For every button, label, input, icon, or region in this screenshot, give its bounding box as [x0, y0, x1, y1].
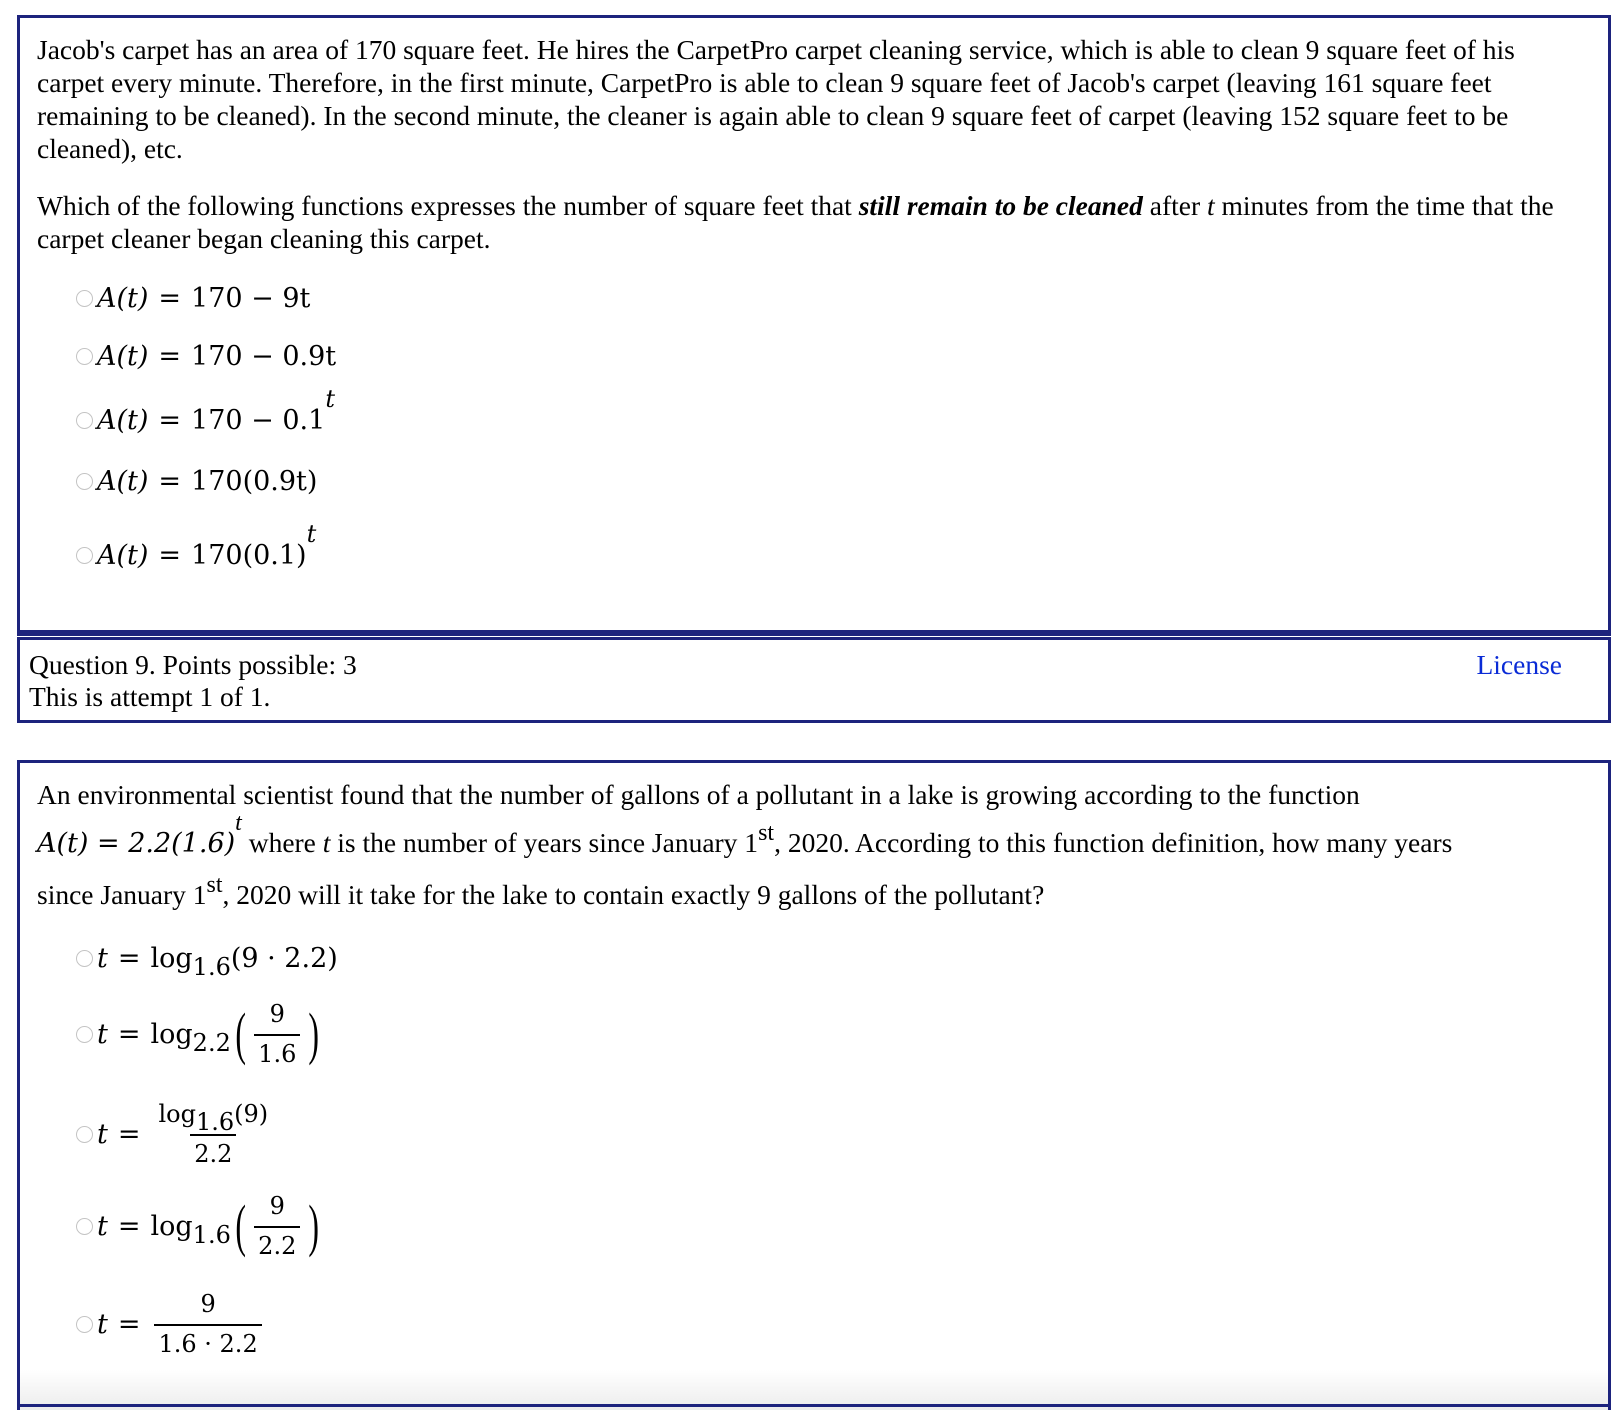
q8-problem-text: Jacob's carpet has an area of 170 square feet. He hires the CarpetPro carpet cleaning service, which is able to clean 9 square feet of his carpet every minute. Therefore, in the first minute, CarpetPro is able to clean 9 square feet of Jacob's carpet (leaving 161 square feet remaining to be cleaned). In the second minute, the cleaner is again able to clean 9 square feet of carpet (leaving 152 square feet to be cleaned), etc.	[37, 34, 1515, 164]
q8-option-b[interactable]: A(t) = 170 − 0.9t	[76, 341, 336, 372]
radio-button[interactable]	[76, 1218, 93, 1235]
radio-button[interactable]	[76, 547, 93, 564]
q9-option-c[interactable]: t = $\frac{\log 1.6(9)}{2.2}$	[76, 1100, 276, 1168]
license-link[interactable]: License	[1476, 649, 1562, 680]
radio-button[interactable]	[76, 950, 93, 967]
divider	[17, 1404, 1611, 1412]
radio-button[interactable]	[76, 1026, 93, 1043]
q9-option-e[interactable]: t = $\frac{9}{1.6 \cdot 2.2}$	[76, 1290, 266, 1358]
q9-line-3: since January 1st, 2020 will it take for the lake to contain exactly 9 gallons of the pollutant?	[37, 872, 1045, 910]
radio-button[interactable]	[76, 348, 93, 365]
divider	[17, 633, 1611, 636]
q9-option-b[interactable]: t = log2.2 ( $\frac{9}{1.6}$ )	[76, 1000, 324, 1068]
radio-button[interactable]	[76, 412, 93, 429]
q8-option-e[interactable]: A(t) = 170(0.1)t	[76, 540, 316, 571]
radio-button[interactable]	[76, 290, 93, 307]
radio-button[interactable]	[76, 1316, 93, 1333]
q9-line-1: An environmental scientist found that the number of gallons of a pollutant in a lake is growing according to the function	[37, 779, 1360, 810]
q8-option-d[interactable]: A(t) = 170(0.9t)	[76, 466, 317, 497]
radio-button[interactable]	[76, 473, 93, 490]
q9-option-d[interactable]: t = log1.6 ( $\frac{9}{2.2}$ )	[76, 1192, 324, 1260]
radio-button[interactable]	[76, 1126, 93, 1143]
attempt-info: This is attempt 1 of 1.	[29, 681, 271, 712]
q8-option-c[interactable]: A(t) = 170 − 0.1t	[76, 405, 335, 436]
q9-line-2: A(t) = 2.2(1.6)t where t is the number of years since January 1st, 2020. According to this function definition, how many years	[37, 810, 1453, 859]
q9-option-a[interactable]: t = log1.6(9 · 2.2)	[76, 943, 338, 974]
q8-option-a[interactable]: A(t) = 170 − 9t	[76, 283, 310, 314]
q8-emphasis: still remain to be cleaned	[858, 190, 1143, 221]
q8-question-text: Which of the following functions expresses the number of square feet that still remain to be cleaned after t minutes from the time that the carpet cleaner began cleaning this carpet.	[37, 190, 1554, 254]
question-points: Question 9. Points possible: 3	[29, 649, 357, 680]
